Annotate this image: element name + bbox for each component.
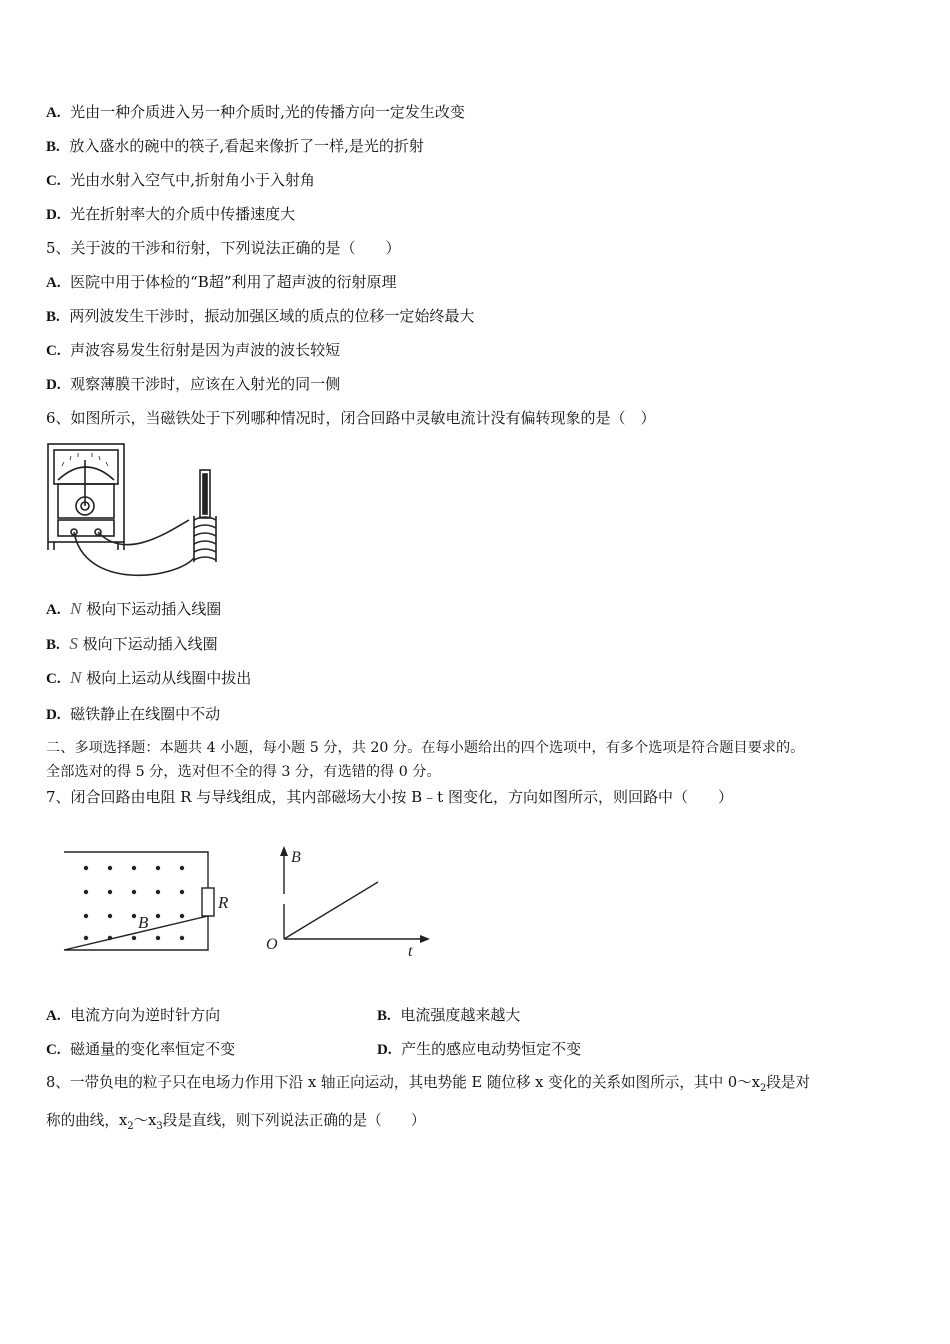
q6-stem: 6、如图所示，当磁铁处于下列哪种情况时，闭合回路中灵敏电流计没有偏转现象的是（ ） [46, 409, 656, 427]
q5-option-a[interactable]: A. 医院中用于体检的“B超”利用了超声波的衍射原理 [46, 273, 397, 291]
q6-option-c[interactable]: C. N 极向上运动从线圈中拔出 [46, 668, 252, 687]
q4-option-a[interactable]: A. 光由一种介质进入另一种介质时,光的传播方向一定发生改变 [46, 103, 465, 121]
q8-stem-line2: 称的曲线，$x_2\sim x_3$段是直线，则下列说法正确的是（ ） [46, 1112, 426, 1132]
q6-option-b[interactable]: B. S 极向下运动插入线圈 [46, 634, 218, 653]
q5-option-b[interactable]: B. 两列波发生干涉时，振动加强区域的质点的位移一定始终最大 [46, 307, 475, 325]
section2-heading-line2: 全部选对的得 5 分，选对但不全的得 3 分，有选错的得 0 分。 [46, 764, 441, 780]
svg-text:B: B [291, 849, 301, 866]
section2-heading-line1: 二、多项选择题：本题共 4 小题，每小题 5 分，共 20 分。在每小题给出的四个选项中，有多个选项是符合题目要求的。 [46, 740, 805, 756]
q5-option-d[interactable]: D. 观察薄膜干涉时，应该在入射光的同一侧 [46, 375, 341, 393]
q4-option-b[interactable]: B. 放入盛水的碗中的筷子,看起来像折了一样,是光的折射 [46, 137, 424, 155]
field-label: B [138, 913, 149, 932]
magnetic-field-circuit-figure [60, 848, 240, 958]
q6-option-a[interactable]: A. N 极向下运动插入线圈 [46, 599, 222, 618]
q7-option-b[interactable]: B. 电流强度越来越大 [377, 1006, 521, 1024]
q7-option-d[interactable]: D. 产生的感应电动势恒定不变 [377, 1040, 582, 1058]
b-t-graph [262, 842, 442, 962]
q8-stem-line1: 8、一带负电的粒子只在电场力作用下沿 x 轴正向运动，其电势能 E 随位移 x 变化的关系如图所示，其中 $0\sim x_2$段是对 [46, 1074, 811, 1094]
svg-text:t: t [408, 943, 413, 960]
q6-option-d[interactable]: D. 磁铁静止在线圈中不动 [46, 705, 221, 723]
resistor-label: R [218, 893, 229, 912]
q7-stem: 7、闭合回路由电阻 R 与导线组成，其内部磁场大小按 B﹣t 图变化，方向如图所示，则回路中（ ） [46, 788, 733, 806]
q7-option-c[interactable]: C. 磁通量的变化率恒定不变 [46, 1040, 236, 1058]
q5-option-c[interactable]: C. 声波容易发生衍射是因为声波的波长较短 [46, 341, 341, 359]
q4-option-d[interactable]: D. 光在折射率大的介质中传播速度大 [46, 205, 296, 223]
q7-option-a[interactable]: A. 电流方向为逆时针方向 [46, 1006, 221, 1024]
galvanometer-coil-figure [44, 440, 234, 590]
svg-text:O: O [266, 936, 278, 953]
q5-stem: 5、关于波的干涉和衍射，下列说法正确的是（ ） [46, 239, 401, 257]
q4-option-c[interactable]: C. 光由水射入空气中,折射角小于入射角 [46, 171, 315, 189]
